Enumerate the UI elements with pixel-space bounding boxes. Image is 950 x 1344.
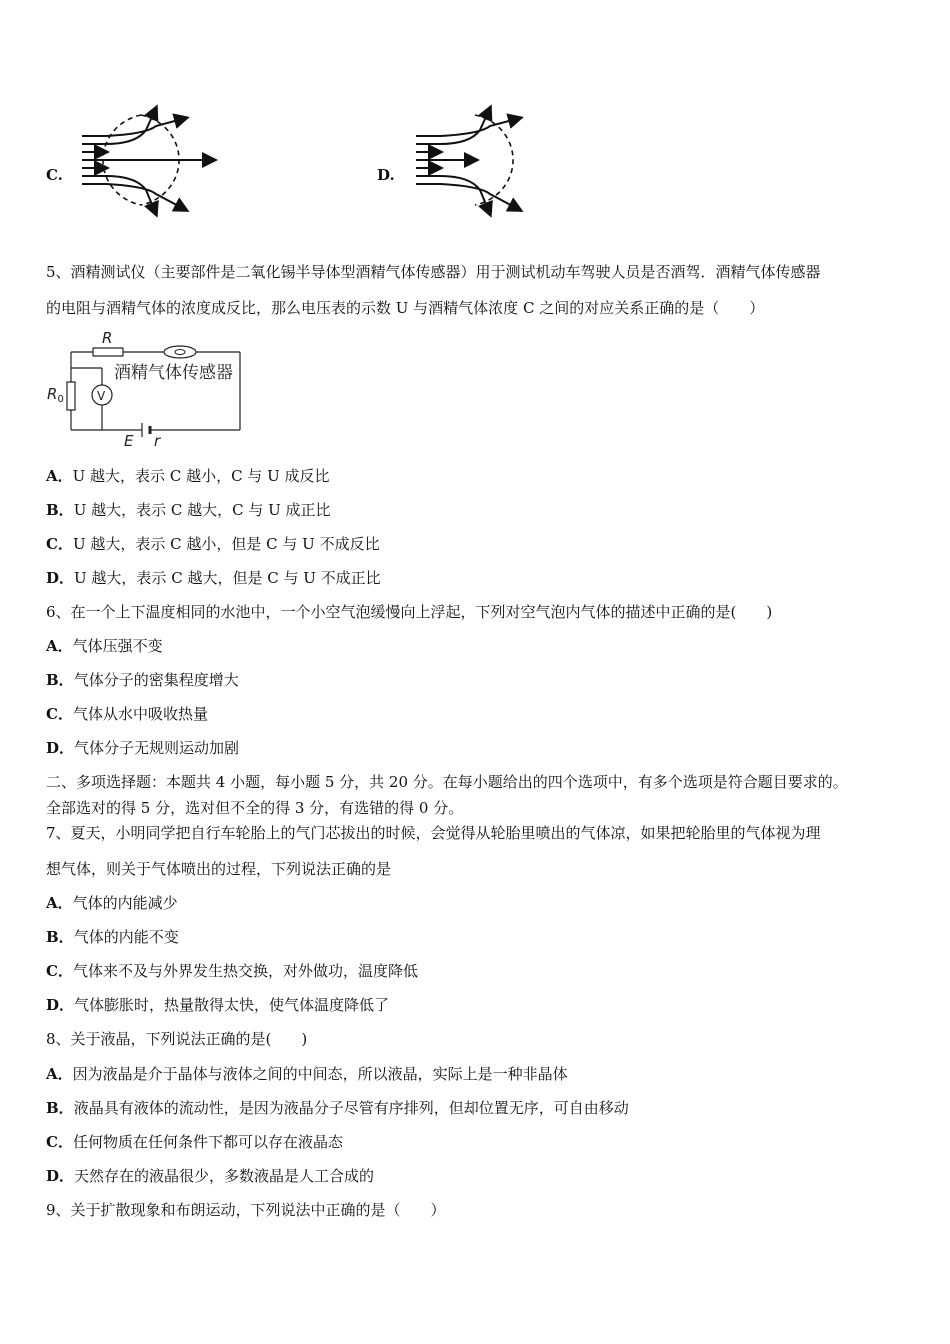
- q8-option-a: A．因为液晶是介于晶体与液体之间的中间态，所以液晶，实际上是一种非晶体: [46, 1065, 568, 1083]
- field-lines-diagram-d: [410, 100, 560, 225]
- voltmeter-label: V: [97, 389, 106, 403]
- q5-stem-line2: 的电阻与酒精气体的浓度成反比，那么电压表的示数 U 与酒精气体浓度 C 之间的对应关系正确的是（ ）: [46, 299, 765, 317]
- emf-label: E: [124, 432, 134, 450]
- q5-option-c: C．U 越大，表示 C 越小，但是 C 与 U 不成反比: [46, 535, 380, 553]
- q6-stem: 6、在一个上下温度相同的水池中，一个小空气泡缓慢向上浮起，下列对空气泡内气体的描述中正确的是( ): [46, 603, 773, 621]
- q5-option-b: B．U 越大，表示 C 越大，C 与 U 成正比: [46, 501, 331, 519]
- q6-option-b: B．气体分子的密集程度增大: [46, 671, 239, 689]
- resistor-r0: [67, 382, 75, 410]
- resistor-r: [93, 348, 123, 356]
- q9-stem: 9、关于扩散现象和布朗运动，下列说法中正确的是（ ）: [46, 1201, 446, 1219]
- q7-option-d: D．气体膨胀时，热量散得太快，使气体温度降低了: [46, 996, 390, 1014]
- q7-option-b: B．气体的内能不变: [46, 928, 179, 946]
- field-lines-diagram-c: [76, 100, 226, 225]
- q5-stem-line1: 5、酒精测试仪（主要部件是二氧化锡半导体型酒精气体传感器）用于测试机动车驾驶人员是否酒驾．酒精气体传感器: [46, 263, 821, 281]
- q7-stem-line1: 7、夏天，小明同学把自行车轮胎上的气门芯拔出的时候，会觉得从轮胎里喷出的气体凉，如果把轮胎里的气体视为理: [46, 824, 821, 842]
- sensor-label: 酒精气体传感器: [114, 363, 233, 383]
- q5-option-d: D．U 越大，表示 C 越大，但是 C 与 U 不成正比: [46, 569, 381, 587]
- circuit-diagram: [44, 328, 254, 450]
- section2-heading-line1: 二、多项选择题：本题共 4 小题，每小题 5 分，共 20 分。在每小题给出的四个选项中，有多个选项是符合题目要求的。: [46, 773, 848, 791]
- q6-option-c: C．气体从水中吸收热量: [46, 705, 208, 723]
- q8-stem: 8、关于液晶，下列说法正确的是( ): [46, 1030, 308, 1048]
- option-d-label: D.: [377, 166, 395, 184]
- resistor-r-label: R: [102, 329, 113, 347]
- q7-option-c: C．气体来不及与外界发生热交换，对外做功，温度降低: [46, 962, 418, 980]
- q6-option-a: A．气体压强不变: [46, 637, 163, 655]
- q7-stem-line2: 想气体，则关于气体喷出的过程，下列说法正确的是: [46, 860, 392, 878]
- option-c-label: C.: [46, 166, 63, 184]
- q6-option-d: D．气体分子无规则运动加剧: [46, 739, 240, 757]
- internal-resistance-label: r: [154, 432, 161, 450]
- q8-option-c: C．任何物质在任何条件下都可以存在液晶态: [46, 1133, 343, 1151]
- q5-option-a: A．U 越大，表示 C 越小，C 与 U 成反比: [46, 467, 330, 485]
- resistor-r0-label: $R_0$: [47, 385, 64, 405]
- alcohol-sensor-icon: [164, 346, 196, 358]
- q8-option-d: D．天然存在的液晶很少，多数液晶是人工合成的: [46, 1167, 375, 1185]
- section2-heading-line2: 全部选对的得 5 分，选对但不全的得 3 分，有选错的得 0 分。: [46, 799, 464, 817]
- q7-option-a: A．气体的内能减少: [46, 894, 178, 912]
- q8-option-b: B．液晶具有液体的流动性，是因为液晶分子尽管有序排列，但却位置无序，可自由移动: [46, 1099, 629, 1117]
